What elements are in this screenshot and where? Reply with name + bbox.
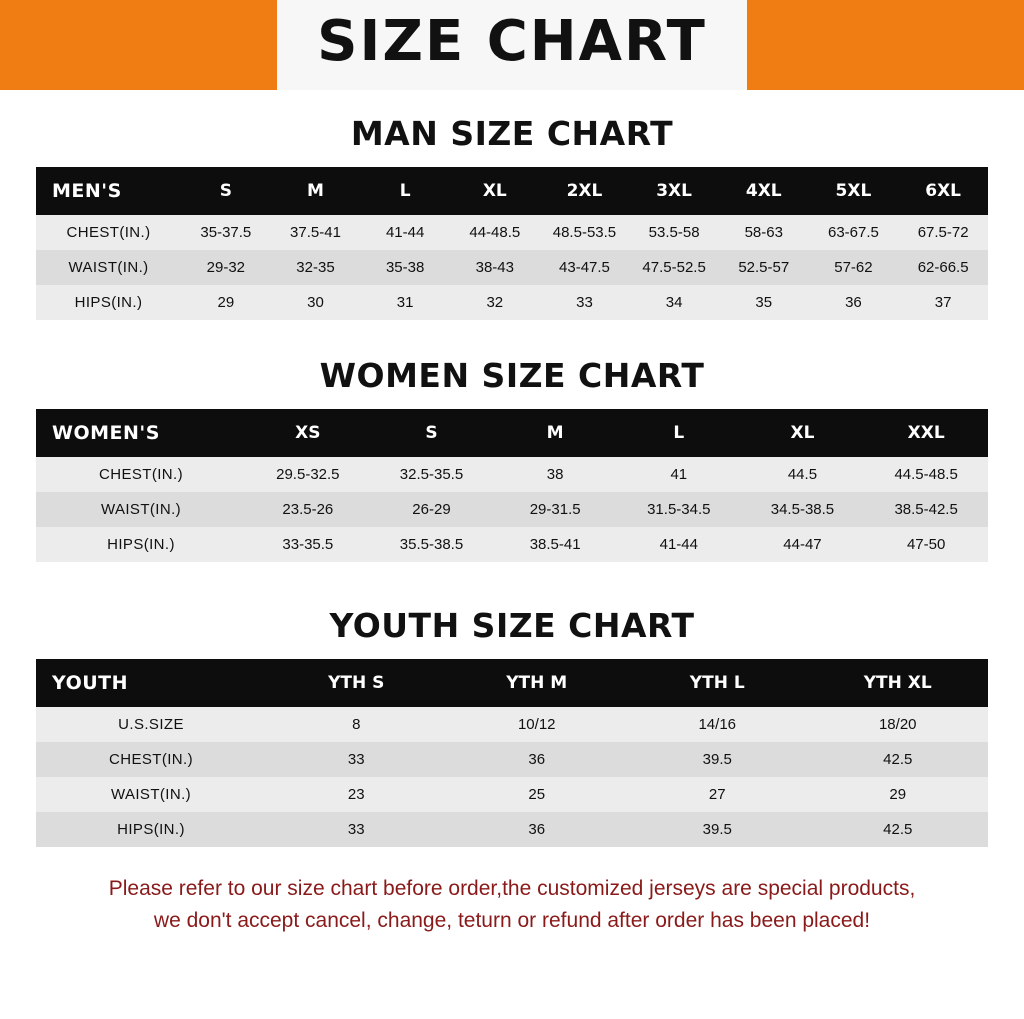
man-cell: 35-38 xyxy=(360,250,450,285)
man-col-header: 4XL xyxy=(719,167,809,215)
women-row-label: WAIST(IN.) xyxy=(36,492,246,527)
youth-cell: 8 xyxy=(266,707,447,742)
women-cell: 26-29 xyxy=(370,492,494,527)
youth-cell: 33 xyxy=(266,812,447,847)
women-cell: 29-31.5 xyxy=(493,492,617,527)
man-section-title: MAN SIZE CHART xyxy=(350,114,674,153)
youth-cell: 42.5 xyxy=(808,812,989,847)
man-table-header xyxy=(36,167,988,215)
man-col-header: M xyxy=(271,167,361,215)
women-cell: 41-44 xyxy=(617,527,741,562)
youth-row-label: CHEST(IN.) xyxy=(36,742,266,777)
youth-row-label: U.S.SIZE xyxy=(36,707,266,742)
man-cell: 34 xyxy=(629,285,719,320)
youth-row-label: WAIST(IN.) xyxy=(36,777,266,812)
table-row xyxy=(36,285,988,320)
youth-cell: 29 xyxy=(808,777,989,812)
man-col-header: L xyxy=(360,167,450,215)
youth-cell: 23 xyxy=(266,777,447,812)
youth-row-header-label: YOUTH xyxy=(36,659,266,707)
women-size-table xyxy=(36,409,988,562)
youth-row-label: HIPS(IN.) xyxy=(36,812,266,847)
man-cell: 32 xyxy=(450,285,540,320)
table-row xyxy=(36,492,988,527)
man-table-body xyxy=(36,215,988,320)
man-cell: 29-32 xyxy=(181,250,271,285)
man-row-label: HIPS(IN.) xyxy=(36,285,181,320)
table-row xyxy=(36,457,988,492)
women-section-title: WOMEN SIZE CHART xyxy=(319,356,705,395)
youth-col-header: YTH S xyxy=(266,659,447,707)
youth-cell: 33 xyxy=(266,742,447,777)
man-cell: 32-35 xyxy=(271,250,361,285)
table-header-row xyxy=(36,167,988,215)
table-header-row xyxy=(36,659,988,707)
header-banner xyxy=(0,0,1024,90)
youth-cell: 36 xyxy=(447,742,628,777)
footer-note-line-1: Please refer to our size chart before order,the customized jerseys are special products, xyxy=(108,877,916,900)
women-cell: 44.5-48.5 xyxy=(864,457,988,492)
youth-cell: 39.5 xyxy=(627,812,808,847)
table-row xyxy=(36,250,988,285)
man-cell: 67.5-72 xyxy=(898,215,988,250)
man-cell: 36 xyxy=(809,285,899,320)
youth-cell: 42.5 xyxy=(808,742,989,777)
women-cell: 35.5-38.5 xyxy=(370,527,494,562)
man-cell: 33 xyxy=(540,285,630,320)
women-cell: 23.5-26 xyxy=(246,492,370,527)
man-cell: 35 xyxy=(719,285,809,320)
table-row xyxy=(36,707,988,742)
man-cell: 43-47.5 xyxy=(540,250,630,285)
man-cell: 48.5-53.5 xyxy=(540,215,630,250)
man-col-header: 6XL xyxy=(898,167,988,215)
man-cell: 62-66.5 xyxy=(898,250,988,285)
table-row xyxy=(36,777,988,812)
youth-table-wrap xyxy=(36,659,988,847)
man-col-header: 2XL xyxy=(540,167,630,215)
women-row-label: CHEST(IN.) xyxy=(36,457,246,492)
women-cell: 44-47 xyxy=(741,527,865,562)
youth-col-header: YTH XL xyxy=(808,659,989,707)
youth-table-header xyxy=(36,659,988,707)
man-col-header: S xyxy=(181,167,271,215)
youth-cell: 10/12 xyxy=(447,707,628,742)
man-cell: 63-67.5 xyxy=(809,215,899,250)
table-row xyxy=(36,215,988,250)
women-cell: 38.5-41 xyxy=(493,527,617,562)
man-col-header: 5XL xyxy=(809,167,899,215)
youth-size-table xyxy=(36,659,988,847)
youth-section-title: YOUTH SIZE CHART xyxy=(329,606,695,645)
youth-col-header: YTH M xyxy=(447,659,628,707)
youth-cell: 14/16 xyxy=(627,707,808,742)
youth-cell: 39.5 xyxy=(627,742,808,777)
women-col-header: S xyxy=(370,409,494,457)
youth-col-header: YTH L xyxy=(627,659,808,707)
man-cell: 52.5-57 xyxy=(719,250,809,285)
man-cell: 31 xyxy=(360,285,450,320)
table-row xyxy=(36,812,988,847)
man-cell: 29 xyxy=(181,285,271,320)
man-cell: 35-37.5 xyxy=(181,215,271,250)
man-row-label: CHEST(IN.) xyxy=(36,215,181,250)
table-header-row xyxy=(36,409,988,457)
table-row xyxy=(36,527,988,562)
women-cell: 31.5-34.5 xyxy=(617,492,741,527)
women-cell: 38 xyxy=(493,457,617,492)
man-col-header: 3XL xyxy=(629,167,719,215)
man-cell: 38-43 xyxy=(450,250,540,285)
man-cell: 37.5-41 xyxy=(271,215,361,250)
man-cell: 30 xyxy=(271,285,361,320)
table-row xyxy=(36,742,988,777)
youth-cell: 25 xyxy=(447,777,628,812)
footer-note-line-2: we don't accept cancel, change, teturn or refund after order has been placed! xyxy=(153,908,871,932)
women-cell: 44.5 xyxy=(741,457,865,492)
page-title: SIZE CHART xyxy=(317,9,707,74)
youth-cell: 27 xyxy=(627,777,808,812)
man-row-label: WAIST(IN.) xyxy=(36,250,181,285)
women-cell: 29.5-32.5 xyxy=(246,457,370,492)
women-cell: 32.5-35.5 xyxy=(370,457,494,492)
man-size-table xyxy=(36,167,988,320)
footer-note xyxy=(30,873,994,936)
man-cell: 57-62 xyxy=(809,250,899,285)
women-col-header: XS xyxy=(246,409,370,457)
women-cell: 41 xyxy=(617,457,741,492)
man-row-header-label: MEN'S xyxy=(36,167,181,215)
women-table-header xyxy=(36,409,988,457)
women-col-header: XL xyxy=(741,409,865,457)
women-table-body xyxy=(36,457,988,562)
man-cell: 44-48.5 xyxy=(450,215,540,250)
women-cell: 47-50 xyxy=(864,527,988,562)
women-row-label: HIPS(IN.) xyxy=(36,527,246,562)
youth-cell: 36 xyxy=(447,812,628,847)
women-col-header: XXL xyxy=(864,409,988,457)
man-cell: 41-44 xyxy=(360,215,450,250)
women-col-header: M xyxy=(493,409,617,457)
man-cell: 53.5-58 xyxy=(629,215,719,250)
youth-table-body xyxy=(36,707,988,847)
man-cell: 37 xyxy=(898,285,988,320)
women-cell: 34.5-38.5 xyxy=(741,492,865,527)
youth-cell: 18/20 xyxy=(808,707,989,742)
header-banner-plate xyxy=(277,0,747,90)
man-table-wrap xyxy=(36,167,988,320)
women-row-header-label: WOMEN'S xyxy=(36,409,246,457)
man-cell: 47.5-52.5 xyxy=(629,250,719,285)
women-col-header: L xyxy=(617,409,741,457)
women-cell: 33-35.5 xyxy=(246,527,370,562)
women-table-wrap xyxy=(36,409,988,562)
man-cell: 58-63 xyxy=(719,215,809,250)
women-cell: 38.5-42.5 xyxy=(864,492,988,527)
man-col-header: XL xyxy=(450,167,540,215)
